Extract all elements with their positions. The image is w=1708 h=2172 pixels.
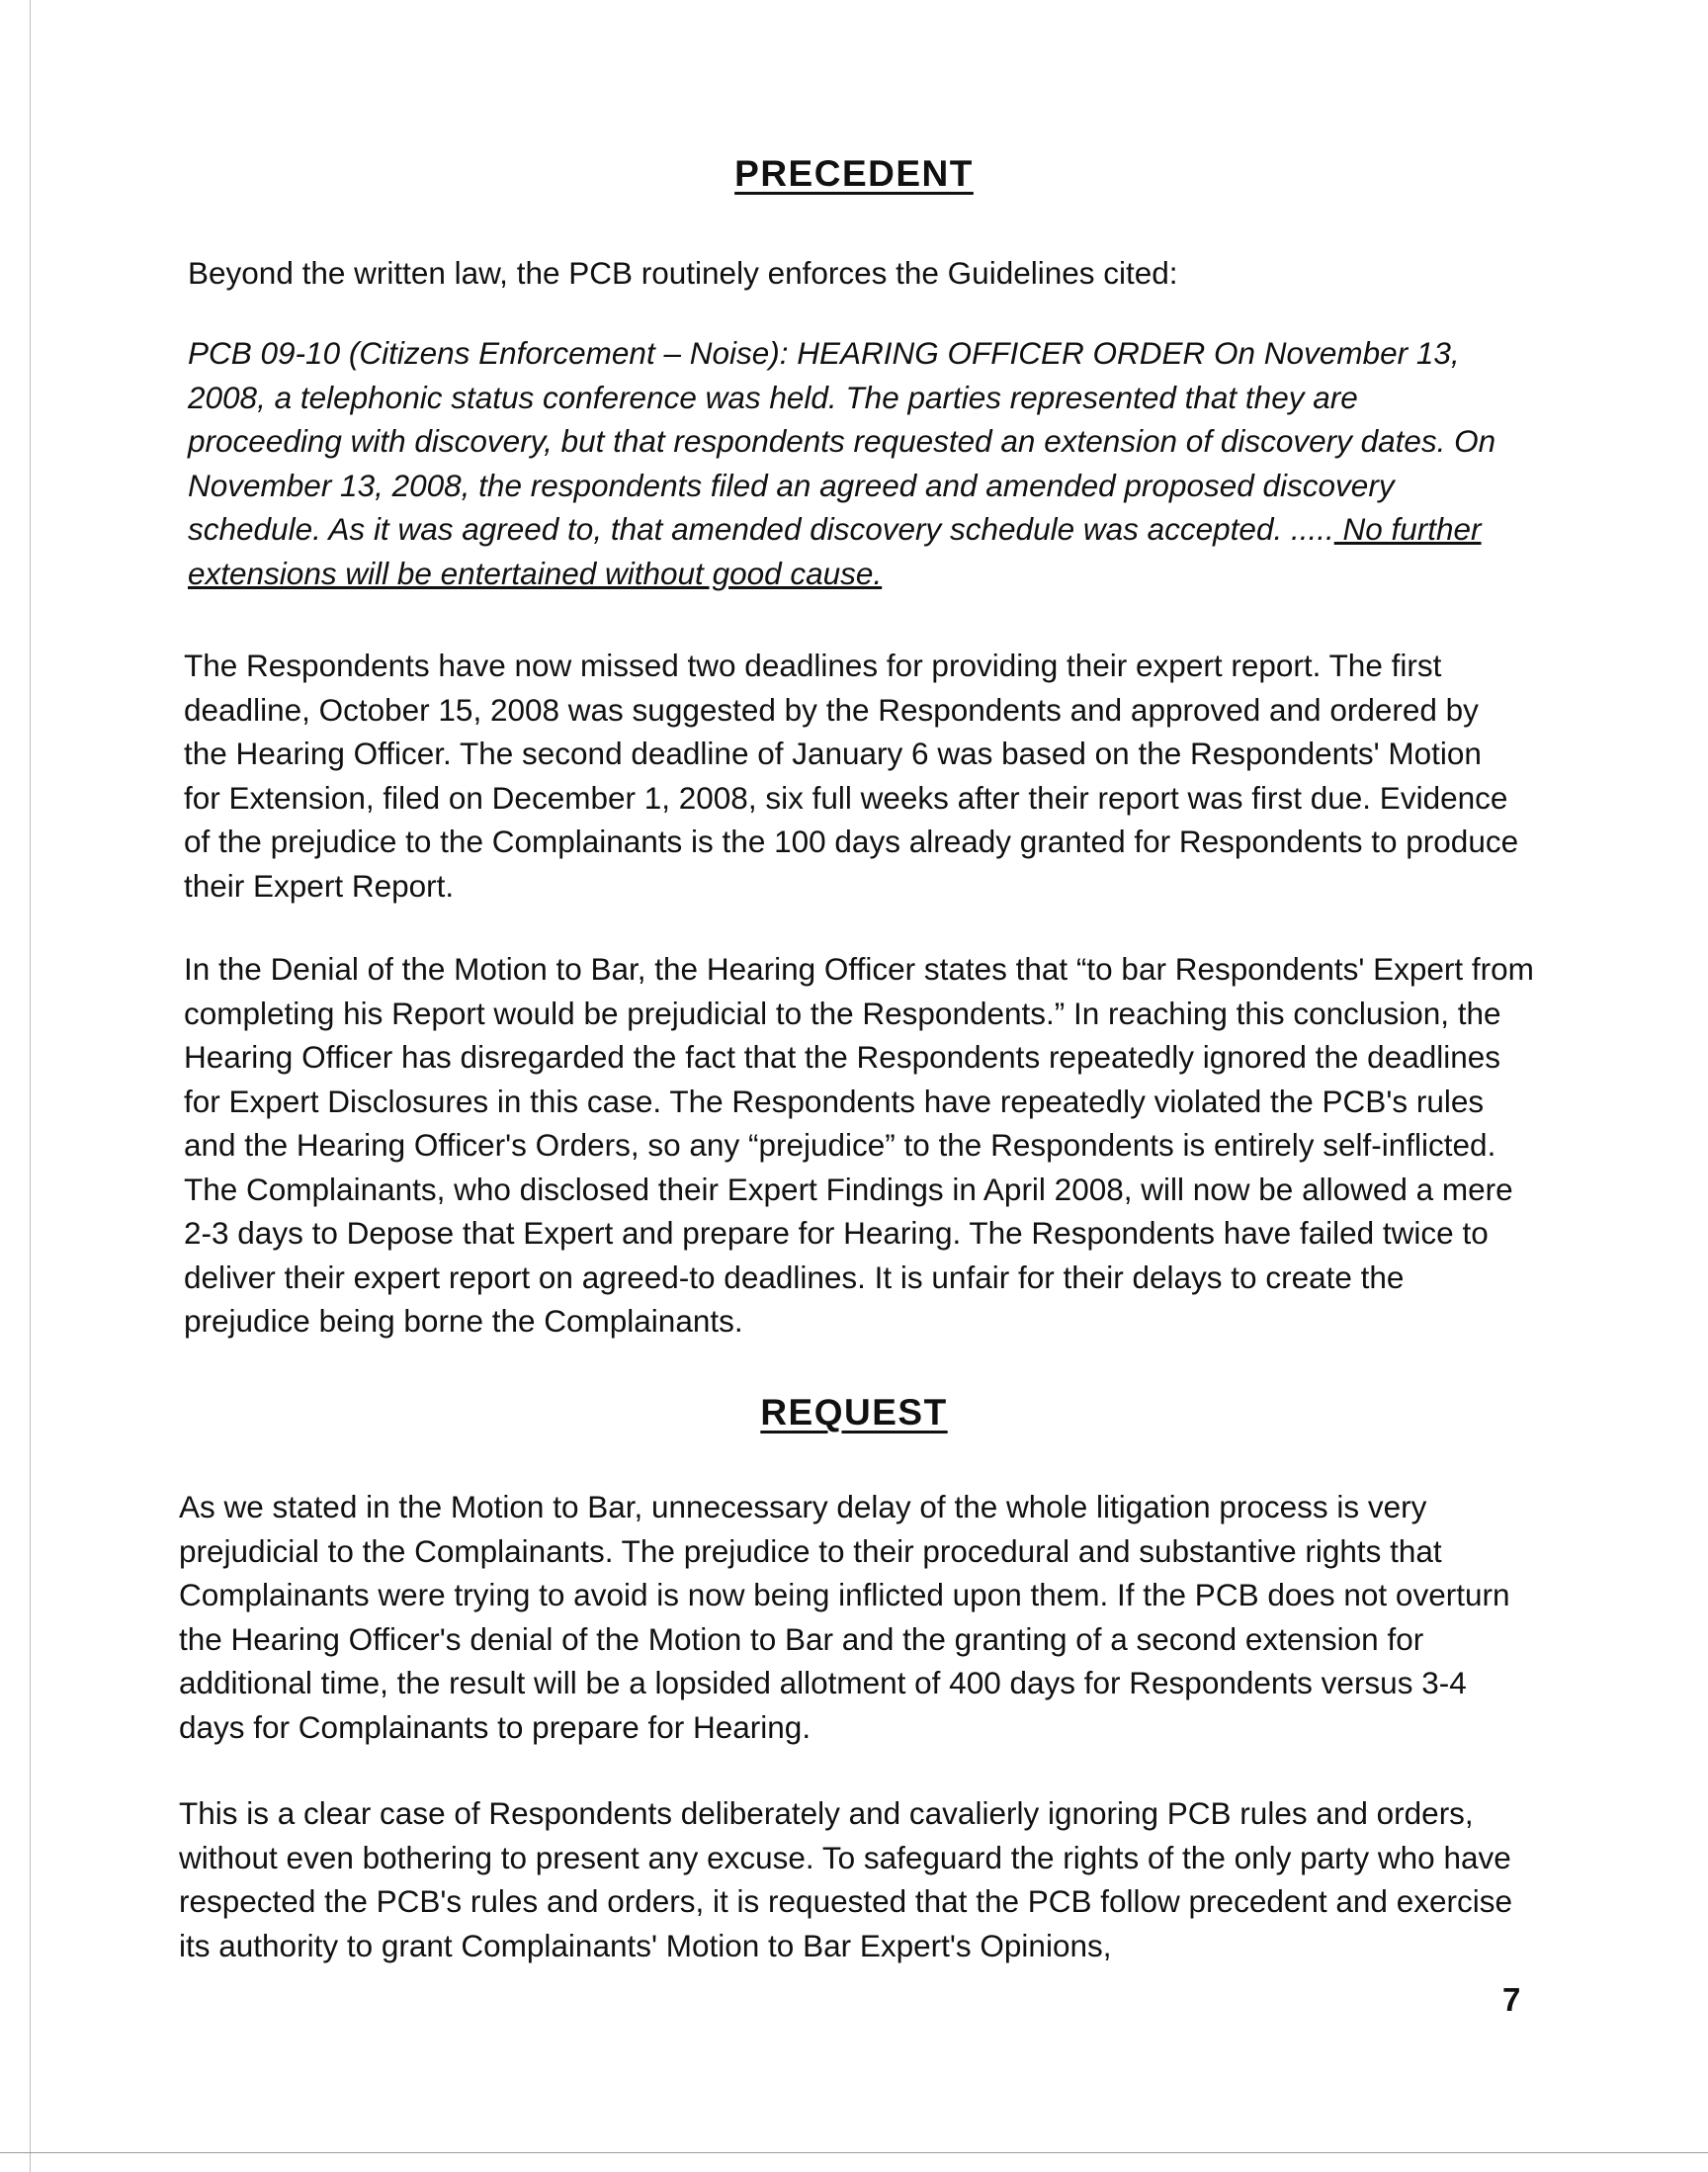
intro-paragraph: Beyond the written law, the PCB routinely enforces the Guidelines cited:: [188, 255, 1178, 291]
deadlines-paragraph: The Respondents have now missed two deadlines for providing their expert report. The first deadline, October 15, 2008 was suggested by the Respondents and approved and ordered by the Hearing Officer. The second deadline of January 6 was based on the Respondents' Motion for Extension, filed on December 1, 2008, six full weeks after their report was first due. Evidence of the prejudice to the Complainants is the 100 days already granted for Respondents to produce their Expert Report.: [184, 648, 1519, 904]
scan-edge-bottom: [0, 2152, 1708, 2153]
quoted-order-underlined-text: No further extensions will be entertained without good cause.: [188, 511, 1482, 591]
precedent-heading: PRECEDENT: [734, 153, 974, 194]
request-paragraph: As we stated in the Motion to Bar, unnecessary delay of the whole litigation process is very prejudicial to the Complainants. The prejudice to their procedural and substantive rights that Complainants were trying to avoid is now being inflicted upon them. If the PCB does not overturn the Hearing Officer's denial of the Motion to Bar and the granting of a second extension for additional time, the result will be a lopsided allotment of 400 days for Respondents versus 3-4 days for Complainants to prepare for Hearing.: [179, 1489, 1510, 1745]
page-number: 7: [1502, 1981, 1521, 2018]
scan-edge-left: [30, 0, 31, 2172]
conclusion-paragraph: This is a clear case of Respondents deliberately and cavalierly ignoring PCB rules and orders, without even bothering to present any excuse. To safeguard the rights of the only party who have respected the PCB's rules and orders, it is requested that the PCB follow precedent and exercise its authority to grant Complainants' Motion to Bar Expert's Opinions,: [179, 1795, 1512, 1963]
quoted-order-paragraph: [188, 331, 1507, 595]
request-heading: REQUEST: [760, 1392, 948, 1433]
quoted-order-text: PCB 09-10 (Citizens Enforcement – Noise): HEARING OFFICER ORDER On November 13, 2008, a telephonic status conference was held. The parties represented that they are proceeding with discovery, but that respondents requested an extension of discovery dates. On November 13, 2008, the respondents filed an agreed and amended proposed discovery schedule. As it was agreed to, that amended discovery schedule was accepted. .....: [188, 335, 1496, 547]
denial-paragraph: In the Denial of the Motion to Bar, the Hearing Officer states that “to bar Respondents' Expert from completing his Report would be prejudicial to the Respondents.” In reaching this conclusion, the Hearing Officer has disregarded the fact that the Respondents repeatedly ignored the deadlines for Expert Disclosures in this case. The Respondents have repeatedly violated the PCB's rules and the Hearing Officer's Orders, so any “prejudice” to the Respondents is entirely self-inflicted. The Complainants, who disclosed their Expert Findings in April 2008, will now be allowed a mere 2-3 days to Depose that Expert and prepare for Hearing. The Respondents have failed twice to deliver their expert report on agreed-to deadlines. It is unfair for their delays to create the prejudice being borne the Complainants.: [184, 951, 1534, 1339]
